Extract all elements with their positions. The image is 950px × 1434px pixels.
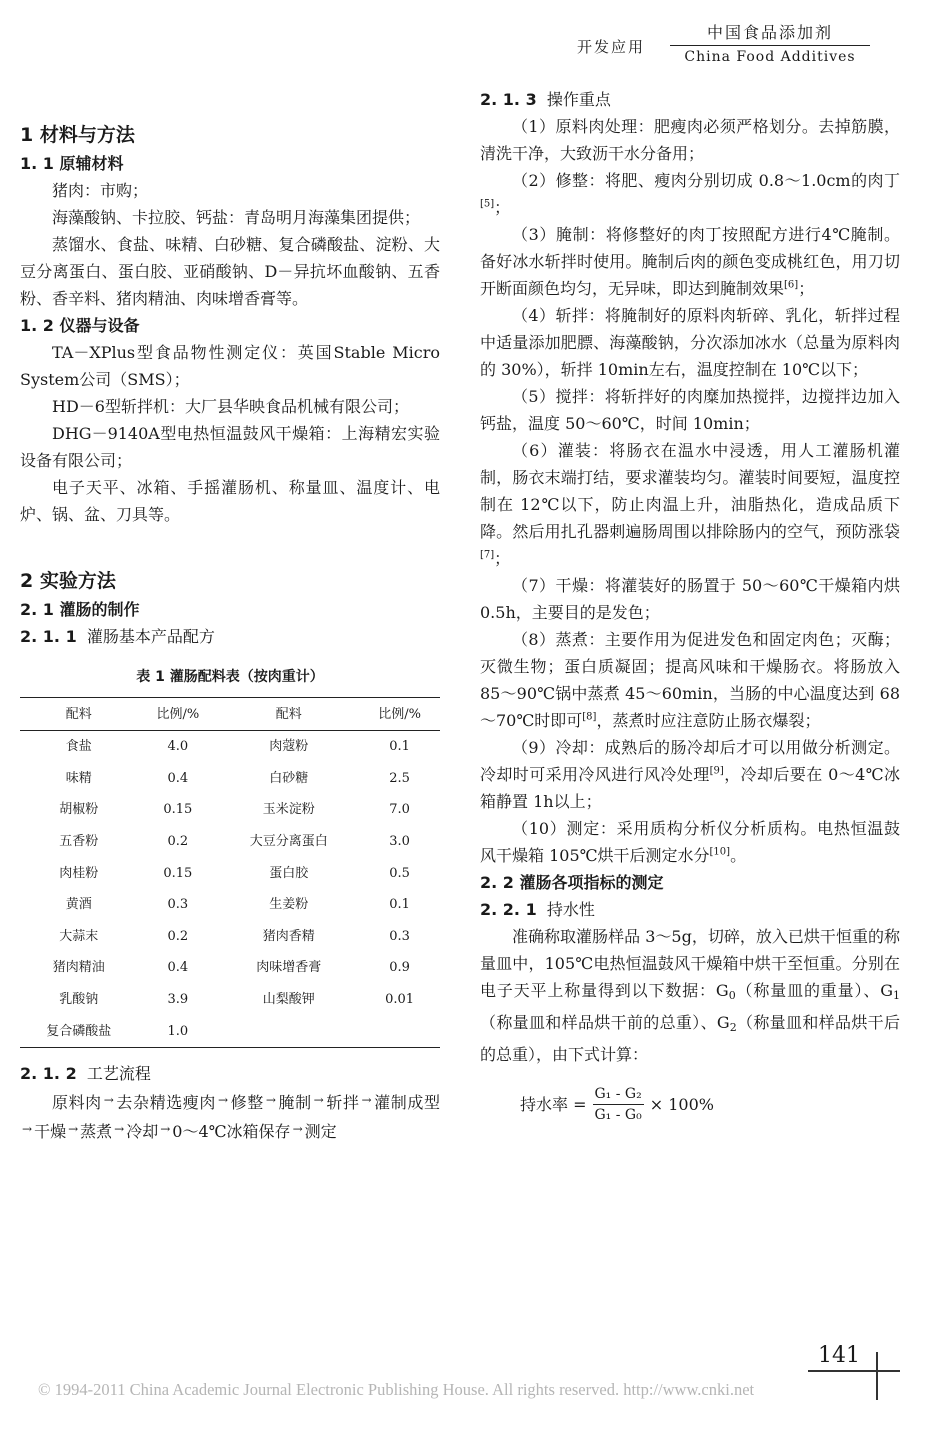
paragraph (480, 923, 900, 1068)
subscript: 0 (728, 989, 736, 1002)
paragraph (480, 221, 900, 302)
table-cell: 大蒜末 (59, 928, 99, 944)
flow-step: 去杂精选瘦肉 (115, 1092, 216, 1112)
citation: [10] (709, 846, 731, 858)
subscript: 1 (892, 989, 900, 1002)
water-holding-formula (520, 1084, 900, 1125)
table-row (20, 921, 440, 953)
section-number: 2. 1. 1 (20, 627, 77, 646)
table-cell: 7.0 (389, 802, 410, 818)
table-cell: 0.15 (163, 802, 193, 818)
table-row (20, 826, 440, 858)
section-heading: 工艺流程 (86, 1063, 151, 1083)
flow-step: 斩拌 (325, 1092, 360, 1112)
table-cell: 3.0 (389, 834, 410, 850)
formula-label: 持水率 = (520, 1095, 587, 1114)
paragraph: （1）原料肉处理：肥瘦肉必须严格划分。去掉筋膜，清洗干净，大致沥干水分备用； (480, 117, 900, 163)
journal-name-cn: 中国食品添加剂 (670, 20, 870, 46)
table-cell: 猪肉精油 (52, 960, 105, 976)
section-number: 2. 2. 1 (480, 900, 537, 919)
citation: [5] (480, 198, 495, 210)
section-2-1-3-title (480, 86, 900, 113)
formula-fraction (593, 1084, 644, 1125)
paragraph (480, 815, 900, 869)
arrow-icon: → (22, 1121, 33, 1136)
table-cell: 0.15 (163, 865, 193, 881)
formula-numerator: G₁ - G₂ (593, 1084, 644, 1105)
paragraph: TA－XPlus型食品物性测定仪：英国Stable Micro System公司（SMS）； (20, 343, 440, 389)
citation: [7] (480, 549, 495, 561)
text-run: （2）修整：将肥、瘦肉分别切成 0.8～1.0cm的肉丁 (512, 171, 900, 190)
table-cell: 大豆分离蛋白 (249, 834, 328, 850)
table-cell: 0.4 (167, 960, 189, 976)
running-header-section: 开发应用 (577, 38, 646, 56)
table-row (20, 794, 440, 826)
flow-step: 灌制成型 (373, 1092, 440, 1112)
flow-step: 测定 (304, 1121, 337, 1141)
text-run: ； (494, 549, 511, 568)
section-2-1-1-title (20, 623, 440, 650)
symbol: G (715, 981, 729, 1000)
table-cell: 五香粉 (59, 834, 99, 850)
paragraph: 海藻酸钠、卡拉胶、钙盐：青岛明月海藻集团提供； (52, 208, 421, 227)
table-cell: 0.3 (167, 897, 189, 913)
page-number: 141 (818, 1343, 860, 1368)
arrow-icon: → (217, 1092, 229, 1107)
table-cell: 复合磷酸盐 (46, 1023, 112, 1039)
paragraph (480, 167, 900, 221)
section-heading: 持水性 (546, 900, 595, 919)
table-cell: 山梨酸钾 (262, 992, 315, 1008)
table-cell: 黄酒 (65, 897, 92, 913)
formula-tail: × 100% (649, 1095, 714, 1114)
table-row (20, 1015, 440, 1047)
table-row (20, 857, 440, 889)
table-row (20, 763, 440, 795)
table-cell: 0.5 (389, 865, 410, 881)
citation: [8] (582, 711, 597, 723)
text-run: （9）冷却：成熟后的肠冷却后才可以用做分析测定。冷却时可采用冷风进行风冷处理 (480, 738, 900, 784)
table-cell: 味精 (65, 770, 92, 786)
table-cell: 肉蔻粉 (269, 739, 309, 755)
table-cell: 0.4 (167, 770, 189, 786)
table-header-cell: 配料 (20, 698, 137, 731)
section-heading: 操作重点 (546, 90, 611, 109)
text-run: （10）测定：采用质构分析仪分析质构。电热恒温鼓风干燥箱 105℃烘干后测定水分 (480, 819, 900, 865)
text-run: （3）腌制：将修整好的肉丁按照配方进行4℃腌制。备好冰水斩拌时使用。腌制后肉的颜色变成桃红色，用刀切开断面颜色均匀，无异味，即达到腌制效果 (480, 225, 900, 298)
table-row (20, 889, 440, 921)
left-column (20, 120, 440, 1145)
page-mark-horizontal (808, 1370, 900, 1372)
table-header-cell: 比例/% (137, 698, 218, 731)
section-2-title: 2 实验方法 (20, 570, 116, 592)
flow-step: 修整 (230, 1092, 264, 1112)
copyright-footer: © 1994-2011 China Academic Journal Electronic Publishing House. All rights reserved. http://www.cnki.net (38, 1380, 755, 1399)
paragraph: （7）干燥：将灌装好的肠置于 50～60℃干燥箱内烘 0.5h，主要目的是发色； (480, 576, 900, 622)
paragraph: （4）斩拌：将腌制好的原料肉斩碎、乳化，斩拌过程中适量添加肥膘、海藻酸钠，分次添加冰水（总量为原料肉的 30%），斩拌 10min左右，温度控制在 10℃以下； (480, 306, 900, 379)
section-2-1-title: 2. 1 灌肠的制作 (20, 600, 140, 619)
text-run: ，冷却后要在 0～4℃冰箱静置 1h以上； (480, 765, 900, 811)
page-mark-vertical (876, 1352, 878, 1400)
flow-step: 0～4℃冰箱保存 (172, 1121, 291, 1141)
section-number: 2. 1. 3 (480, 90, 537, 109)
paragraph: （5）搅拌：将斩拌好的肉糜加热搅拌，边搅拌边加入钙盐，温度 50～60℃，时间 10min； (480, 387, 900, 433)
table-header-cell: 比例/% (359, 698, 440, 731)
table-cell: 0.9 (389, 960, 410, 976)
paragraph (480, 734, 900, 815)
table-caption: 表 1 灌肠配料表（按肉重计） (136, 669, 324, 685)
table-cell: 食盐 (65, 739, 92, 755)
section-1-2-title: 1. 2 仪器与设备 (20, 316, 140, 335)
table-cell: 0.2 (167, 928, 189, 944)
citation: [9] (709, 765, 724, 777)
text-run: 准确称取灌肠样品 3～5g，切碎，放入已烘干恒重的称量皿中，105℃电热恒温鼓风干燥箱中烘干至恒重。分别在电子天平上称量得到以下数据： (480, 927, 900, 1000)
table-cell: 0.01 (385, 992, 415, 1008)
table-cell: 蛋白胶 (269, 865, 309, 881)
arrow-icon: → (114, 1121, 125, 1136)
subscript: 2 (729, 1021, 737, 1034)
table-header-row (20, 698, 440, 731)
table-cell (359, 1015, 440, 1047)
table-row (20, 731, 440, 763)
text-run: ； (494, 198, 511, 217)
flow-step: 腌制 (277, 1092, 312, 1112)
text-run: （8）蒸煮：主要作用为促进发色和固定肉色；灭酶；灭微生物；蛋白质凝固；提高风味和干燥肠衣。将肠放入 85～90℃锅中蒸煮 45～60min，当肠的中心温度达到 68～70℃时即可 (480, 630, 900, 730)
arrow-icon: → (265, 1092, 276, 1107)
arrow-icon: → (103, 1092, 114, 1107)
process-flow (20, 1087, 440, 1145)
table-cell: 4.0 (167, 739, 189, 755)
table-cell: 0.1 (389, 739, 410, 755)
formula-denominator: G₁ - G₀ (594, 1107, 642, 1123)
flow-step: 冷却 (126, 1121, 159, 1141)
arrow-icon: → (313, 1092, 324, 1107)
flow-step: 原料肉 (52, 1092, 102, 1112)
paragraph: 电子天平、冰箱、手摇灌肠机、称量皿、温度计、电炉、锅、盆、刀具等。 (20, 478, 440, 524)
text-run: ； (798, 279, 815, 298)
table-cell: 0.1 (389, 897, 410, 913)
section-2-2-title: 2. 2 灌肠各项指标的测定 (480, 873, 664, 892)
table-row (20, 984, 440, 1016)
ingredient-table (20, 697, 440, 1048)
paragraph: 猪肉：市购； (52, 181, 149, 200)
table-cell: 生姜粉 (269, 897, 309, 913)
table-cell: 乳酸钠 (59, 992, 99, 1008)
arrow-icon: → (160, 1121, 171, 1136)
arrow-icon: → (292, 1121, 303, 1136)
table-cell: 肉桂粉 (59, 865, 99, 881)
table-cell: 白砂糖 (269, 770, 309, 786)
right-column (480, 86, 900, 1125)
table-cell: 胡椒粉 (59, 802, 99, 818)
table-row (20, 952, 440, 984)
arrow-icon: → (68, 1121, 79, 1136)
paragraph: 蒸馏水、食盐、味精、白砂糖、复合磷酸盐、淀粉、大豆分离蛋白、蛋白胶、亚硝酸钠、D－异抗坏血酸钠、五香粉、香辛料、猪肉精油、肉味增香膏等。 (20, 235, 440, 308)
section-1-1-title: 1. 1 原辅材料 (20, 154, 124, 173)
section-2-1-2-title (20, 1060, 440, 1087)
table-cell: 0.2 (167, 834, 189, 850)
table-cell (218, 1015, 359, 1047)
text-run: （称量皿和样品烘干后的总重），由下式计算： (480, 1013, 900, 1064)
arrow-icon: → (361, 1092, 372, 1107)
text-run: （称量皿的重量）、 (735, 981, 881, 1000)
table-cell: 玉米淀粉 (262, 802, 315, 818)
journal-name-en: China Food Additives (684, 49, 856, 65)
table-cell: 2.5 (389, 770, 410, 786)
paragraph: HD－6型斩拌机：大厂县华映食品机械有限公司； (52, 397, 409, 416)
text-run: （称量皿和样品烘干前的总重）、 (480, 1013, 717, 1032)
section-2-2-1-title (480, 896, 900, 923)
paragraph: DHG－9140A型电热恒温鼓风干燥箱：上海精宏实验设备有限公司； (20, 424, 440, 470)
paragraph (480, 437, 900, 572)
table-cell: 猪肉香精 (262, 928, 315, 944)
table-header-cell: 配料 (218, 698, 359, 731)
table-cell: 3.9 (167, 992, 189, 1008)
flow-step: 干燥 (34, 1121, 67, 1141)
flow-step: 蒸煮 (80, 1121, 113, 1141)
table-cell: 0.3 (389, 928, 410, 944)
symbol: G (716, 1013, 730, 1032)
section-number: 2. 1. 2 (20, 1063, 77, 1083)
text-run: 。 (730, 846, 747, 865)
text-run: ，蒸煮时应注意防止肠衣爆裂； (596, 711, 821, 730)
section-1-title: 1 材料与方法 (20, 124, 135, 146)
running-header-journal (670, 20, 870, 65)
text-run: （6）灌装：将肠衣在温水中浸透，用人工灌肠机灌制，肠衣末端打结，要求灌装均匀。灌装时间要短，温度控制在 12℃以下，防止肉温上升，油脂热化，造成品质下降。然后用扎孔器刺遍肠周围以排除肠内的空气，预防涨袋 (480, 441, 900, 541)
section-heading: 灌肠基本产品配方 (86, 627, 215, 646)
symbol: G (880, 981, 893, 1000)
paragraph (480, 626, 900, 734)
citation: [6] (784, 279, 799, 291)
table-cell: 1.0 (167, 1023, 189, 1039)
table-cell: 肉味增香膏 (256, 960, 322, 976)
